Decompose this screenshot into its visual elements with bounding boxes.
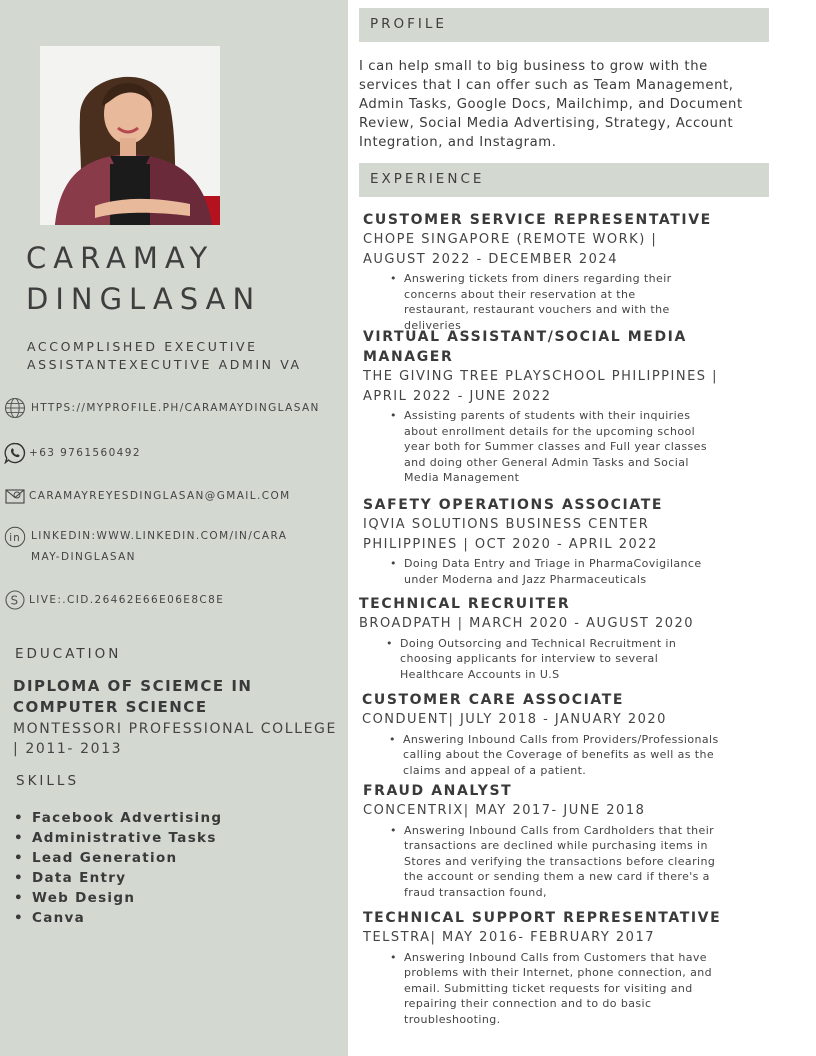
skills-list: [14, 808, 222, 928]
job-duty: • Answering tickets from diners regarding their concerns about their reservation at the restaurant, restaurant vouchers and with the deliveries: [404, 271, 704, 333]
globe-icon: [4, 397, 26, 419]
education-degree: DIPLOMA OF SCIEMCE IN COMPUTER SCIENCE: [13, 677, 253, 716]
profile-heading-bar: [359, 8, 769, 42]
education-heading: EDUCATION: [15, 646, 122, 662]
skill-item: • Data Entry: [14, 868, 222, 888]
job-company: CONDUENT| JULY 2018 - JANUARY 2020: [362, 712, 667, 727]
job-entry: [359, 594, 769, 682]
profile-photo: [40, 46, 220, 225]
job-entry: [363, 210, 773, 333]
full-name: [26, 238, 261, 320]
profile-heading: PROFILE: [370, 16, 447, 32]
job-entry: [363, 327, 773, 486]
job-company: THE GIVING TREE PLAYSCHOOL PHILIPPINES | APRIL 2022 - JUNE 2022: [363, 369, 719, 404]
website-link[interactable]: HTTPS://MYPROFILE.PH/CARAMAYDINGLASAN: [31, 401, 320, 414]
job-company: BROADPATH | MARCH 2020 - AUGUST 2020: [359, 616, 695, 631]
skills-heading: SKILLS: [16, 773, 80, 789]
experience-heading: EXPERIENCE: [370, 171, 485, 187]
skill-item: • Canva: [14, 908, 222, 928]
linkedin-line-2: MAY-DINGLASAN: [31, 551, 136, 563]
job-title: VIRTUAL ASSISTANT/SOCIAL MEDIA MANAGER: [363, 329, 687, 365]
contact-phone[interactable]: [4, 440, 141, 466]
job-entry: [363, 908, 773, 1027]
whatsapp-icon: [4, 442, 26, 464]
contact-email[interactable]: [4, 483, 291, 509]
email-address[interactable]: CARAMAYREYESDINGLASAN@GMAIL.COM: [29, 489, 291, 502]
job-title: SAFETY OPERATIONS ASSOCIATE: [363, 497, 664, 513]
experience-heading-bar: [359, 163, 769, 197]
job-company: IQVIA SOLUTIONS BUSINESS CENTER PHILIPPINES | OCT 2020 - APRIL 2022: [363, 517, 658, 552]
phone-number[interactable]: +63 9761560492: [29, 446, 141, 459]
job-entry: [363, 495, 773, 587]
job-company: CHOPE SINGAPORE (REMOTE WORK) | AUGUST 2022 - DECEMBER 2024: [363, 232, 658, 267]
job-title: FRAUD ANALYST: [363, 783, 513, 799]
linkedin-icon: [4, 526, 26, 548]
skill-item: • Administrative Tasks: [14, 828, 222, 848]
skill-item: • Facebook Advertising: [14, 808, 222, 828]
contact-website[interactable]: [4, 395, 320, 421]
skill-item: • Web Design: [14, 888, 222, 908]
job-duty: • Answering Inbound Calls from Cardholders that their transactions are declined while purchasing items in Stores and verifying the transactions before clearing the account or sending them a new card if there's a fraud transaction found,: [404, 823, 719, 901]
job-company: TELSTRA| MAY 2016- FEBRUARY 2017: [363, 930, 655, 945]
linkedin-line-1: LINKEDIN:WWW.LINKEDIN.COM/IN/CARA: [31, 530, 288, 542]
job-title: TECHNICAL SUPPORT REPRESENTATIVE: [363, 910, 722, 926]
job-company: CONCENTRIX| MAY 2017- JUNE 2018: [363, 803, 646, 818]
last-name: DINGLASAN: [26, 282, 262, 316]
tagline-line-2: ASSISTANTEXECUTIVE ADMIN VA: [27, 357, 302, 372]
job-duty: • Doing Outsorcing and Technical Recruitment in choosing applicants for interview to several Healthcare Accounts in U.S: [400, 636, 685, 683]
job-duty: • Answering Inbound Calls from Customers that have problems with their Internet, phone connection, and email. Submitting ticket requests for visiting and repairing their connection and to do basic troubleshooting.: [404, 950, 714, 1028]
tagline-line-1: ACCOMPLISHED EXECUTIVE: [27, 339, 258, 354]
job-entry: [363, 781, 773, 900]
portrait-image: [40, 46, 220, 225]
svg-text:S: S: [10, 593, 20, 608]
linkedin-link[interactable]: [31, 526, 287, 568]
education-school: MONTESSORI PROFESSIONAL COLLEGE | 2011- 2013: [13, 721, 337, 757]
job-duty: • Answering Inbound Calls from Providers/Professionals calling about the Coverage of benefits as well as the claims and appeal of a patient.: [403, 732, 723, 779]
job-duty: • Assisting parents of students with their inquiries about enrollment details for the upcoming school year both for Summer classes and Full year classes and doing other General Admin Tasks and Social Media Management: [404, 408, 722, 486]
job-title: TECHNICAL RECRUITER: [359, 596, 571, 612]
svg-text:in: in: [9, 532, 21, 544]
job-title: CUSTOMER SERVICE REPRESENTATIVE: [363, 212, 712, 228]
job-tagline: [27, 338, 302, 374]
job-title: CUSTOMER CARE ASSOCIATE: [362, 692, 625, 708]
email-icon: [4, 485, 26, 507]
contact-linkedin[interactable]: [4, 526, 287, 570]
skype-icon: [4, 589, 26, 611]
skype-id[interactable]: LIVE:.CID.26462E66E06E8C8E: [29, 593, 225, 606]
skill-item: • Lead Generation: [14, 848, 222, 868]
job-entry: [362, 690, 772, 778]
job-duty: • Doing Data Entry and Triage in PharmaCovigilance under Moderna and Jazz Pharmaceuticals: [404, 556, 709, 587]
profile-summary: I can help small to big business to grow with the services that I can offer such as Team Management, Admin Tasks, Google Docs, Mailchimp, and Document Review, Social Media Advertising, Strategy, Account Integration, and Instagram.: [359, 59, 743, 150]
contact-skype[interactable]: [4, 587, 224, 613]
first-name: CARAMAY: [26, 241, 215, 275]
